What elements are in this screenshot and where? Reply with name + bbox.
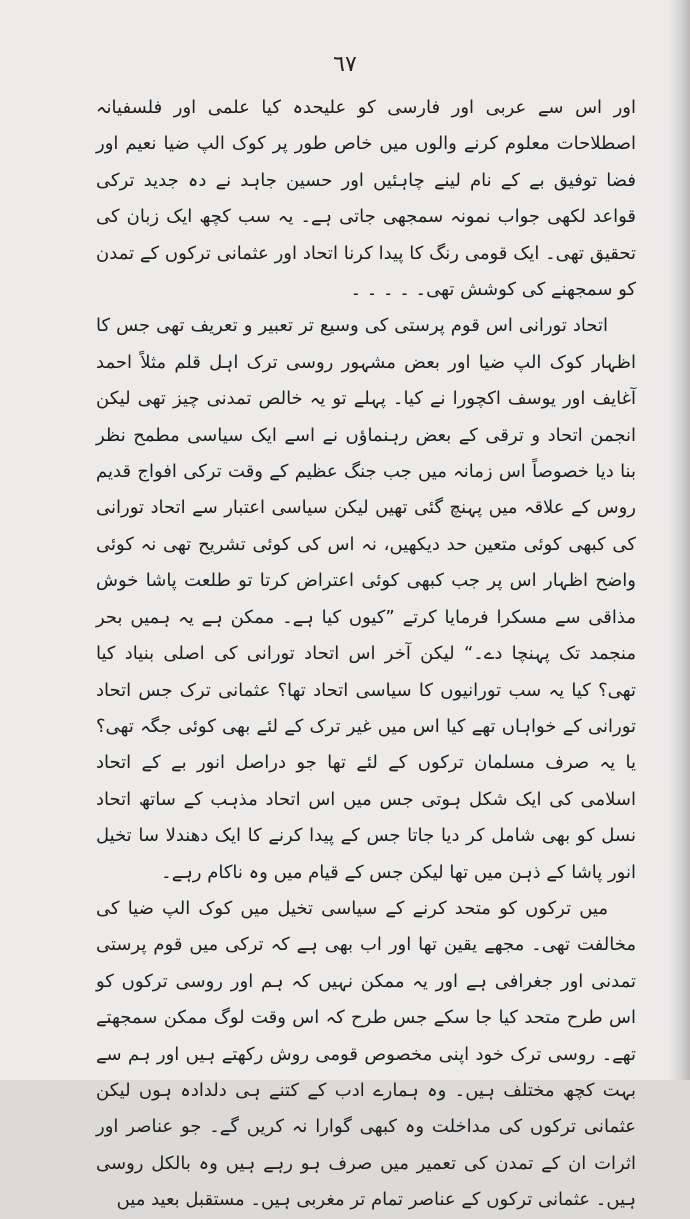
urdu-text-body [96,90,636,1219]
page-edge-shadow [668,0,690,1080]
paragraph-2: اتحاد تورانی اس قوم پرستی کی وسیع تر تعبیر و تعریف تھی جس کا اظہار کوک الپ ضیا اور بعض مشہور روسی ترک اہل قلم مثلاً احمد آغایف اور یوسف اکچورا نے کیا۔ پہلے تو یہ خالص تمدنی چیز تھی لیکن انجمن اتحاد و ترقی کے بعض رہنماؤں نے اسے ایک سیاسی مطمح نظر بنا دیا خصوصاً اس زمانہ میں جب جنگ عظیم کے وقت ترکی افواج قدیم روس کے علاقہ میں پہنچ گئی تھیں لیکن سیاسی اعتبار سے اتحاد تورانی کی کبھی کوئی متعین حد دیکھیں، نہ اس کی کوئی تشریح تھی نہ کوئی واضح اظہار اس پر جب کبھی کوئی اعتراض کرتا تو طلعت پاشا خوش مذاقی سے مسکرا فرمایا کرتے ”کیوں کیا ہے۔ ممکن ہے یہ ہمیں بحر منجمد تک پہنچا دے۔“ لیکن آخر اس اتحاد تورانی کی اصلی بنیاد کیا تھی؟ کیا یہ سب تورانیوں کا سیاسی اتحاد تھا؟ عثمانی ترک جس اتحاد تورانی کے خواہاں تھے کیا اس میں غیر ترک کے لئے بھی کوئی جگہ تھی؟ یا یہ صرف مسلمان ترکوں کے لئے تھا جو دراصل انور بے کے اتحاد اسلامی کی ایک شکل ہوتی جس میں اس اتحاد مذہب کے ساتھ اتحاد نسل کو بھی شامل کر دیا جاتا جس کے پیدا کرنے کا ایک دھندلا سا تخیل انور پاشا کے ذہن میں تھا لیکن جس کے قیام میں وہ ناکام رہے۔ [96,315,636,883]
page-number: ٦٧ [333,52,357,77]
paragraph-1: اور اس سے عربی اور فارسی کو علیحدہ کیا علمی اور فلسفیانہ اصطلاحات معلوم کرنے والوں میں خاص طور پر کوک الپ ضیا نعیم اور فضا توفیق بے کے نام لینے چاہئیں اور حسین جاہد نے دہ جدید ترکی قواعد لکھی جواب نمونہ سمجھی جاتی ہے۔ یہ سب کچھ ایک زبان کی تحقیق تھی۔ ایک قومی رنگ کا پیدا کرنا اتحاد اور عثمانی ترکوں کے تمدن کو سمجھنے کی کوشش تھی۔ ۔ ۔ ۔ ۔ [96,97,636,301]
paragraph-3: میں ترکوں کو متحد کرنے کے سیاسی تخیل میں کوک الپ ضیا کی مخالفت تھی۔ مجھے یقین تھا اور اب بھی ہے کہ ترکی میں قوم پرستی تمدنی اور جغرافی ہے اور یہ ممکن نہیں کہ ہم اور روسی ترکوں کو اس طرح متحد کیا جا سکے جس طرح کہ اس وقت لوگ ممکن سمجھتے تھے۔ روسی ترک خود اپنی مخصوص قومی روش رکھتے ہیں اور ہم سے بہت کچھ مختلف ہیں۔ وہ ہمارے ادب کے کتنے ہی دلدادہ ہوں لیکن عثمانی ترکوں کی مداخلت وہ کبھی گوارا نہ کریں گے۔ جو عناصر اور اثرات ان کے تمدن کی تعمیر میں صرف ہو رہے ہیں وہ بالکل روسی ہیں۔ عثمانی ترکوں کے عناصر تمام تر مغربی ہیں۔ مستقبل بعید میں [96,897,636,1211]
